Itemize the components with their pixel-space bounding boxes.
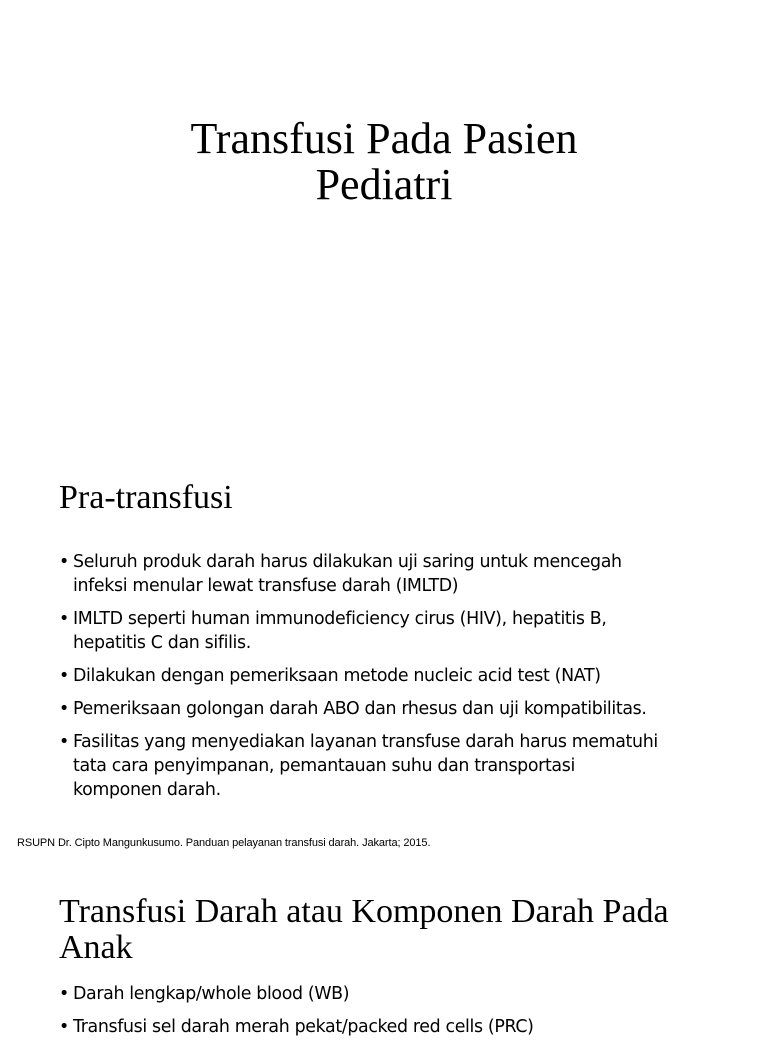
bullet-item [59, 697, 709, 721]
presentation-title [0, 116, 768, 208]
bullet-item [59, 550, 709, 598]
bullet-icon: • [59, 1017, 69, 1037]
bullet-text: hepatitis C dan sifilis. [73, 633, 251, 653]
bullet-text: tata cara penyimpanan, pemantauan suhu dan transportasi [73, 756, 575, 776]
bullet-text: infeksi menular lewat transfuse darah (IMLTD) [73, 576, 459, 596]
slide-heading: Pra-transfusi [59, 479, 233, 516]
bullet-text: Dilakukan dengan pemeriksaan metode nucleic acid test (NAT) [73, 666, 601, 686]
title-slide [0, 0, 768, 460]
blood-components-slide [0, 860, 768, 1037]
bullet-list [59, 550, 709, 811]
bullet-item [59, 664, 709, 688]
bullet-text: komponen darah. [73, 780, 221, 800]
bullet-icon: • [59, 699, 69, 719]
bullet-list [59, 982, 709, 1048]
title-line-1: Transfusi Pada Pasien [190, 114, 578, 163]
bullet-text: Fasilitas yang menyediakan layanan transfuse darah harus mematuhi [73, 732, 658, 752]
reference-citation: RSUPN Dr. Cipto Mangunkusumo. Panduan pelayanan transfusi darah. Jakarta; 2015. [17, 837, 431, 849]
bullet-text: Darah lengkap/whole blood (WB) [73, 984, 350, 1004]
bullet-item [59, 1015, 709, 1039]
bullet-text: IMLTD seperti human immunodeficiency cirus (HIV), hepatitis B, [73, 609, 607, 629]
slide-heading [59, 894, 719, 966]
heading-line-1: Transfusi Darah atau Komponen Darah Pada [59, 893, 669, 930]
bullet-icon: • [59, 984, 69, 1004]
bullet-icon: • [59, 609, 69, 629]
bullet-item [59, 982, 709, 1006]
pre-transfusion-slide [0, 460, 768, 860]
bullet-item [59, 607, 709, 655]
bullet-text: Seluruh produk darah harus dilakukan uji saring untuk mencegah [73, 552, 622, 572]
bullet-item [59, 730, 709, 802]
heading-line-2: Anak [59, 929, 133, 966]
bullet-icon: • [59, 666, 69, 686]
bullet-icon: • [59, 552, 69, 572]
title-line-2: Pediatri [315, 160, 453, 209]
bullet-icon: • [59, 732, 69, 752]
bullet-text: Pemeriksaan golongan darah ABO dan rhesus dan uji kompatibilitas. [73, 699, 647, 719]
bullet-text: Transfusi sel darah merah pekat/packed red cells (PRC) [73, 1017, 534, 1037]
